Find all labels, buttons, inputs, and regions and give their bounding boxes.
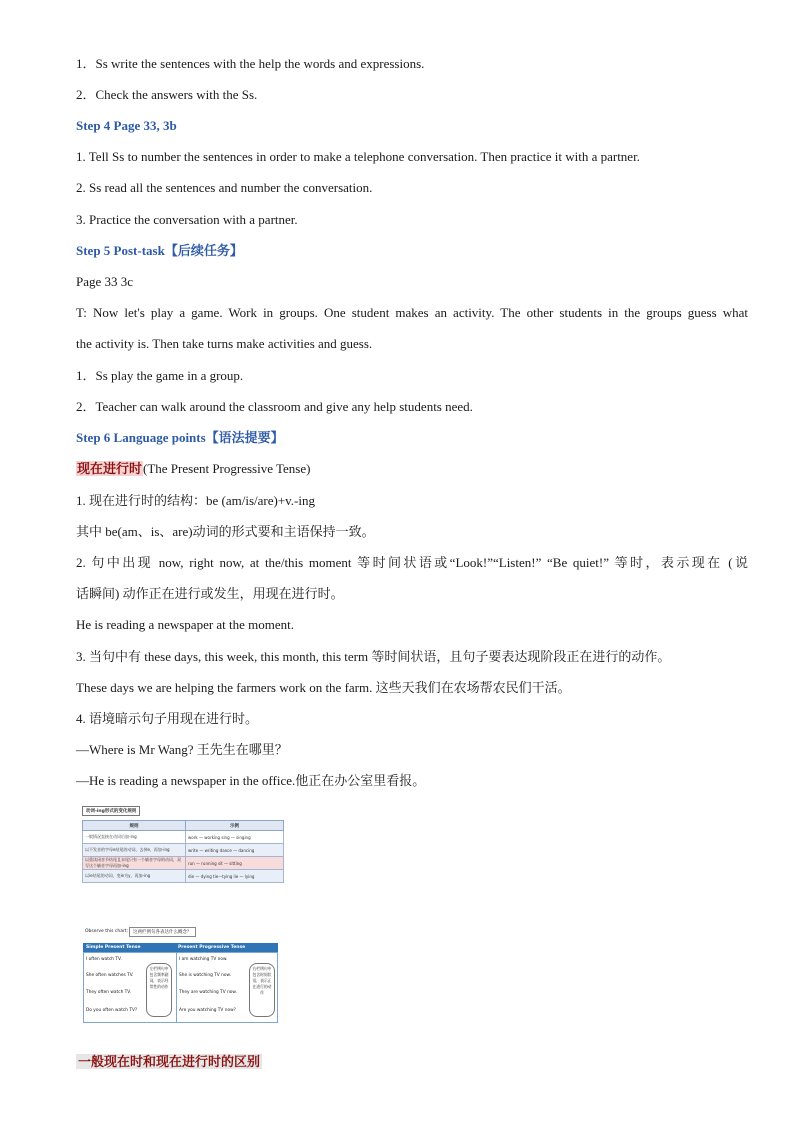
simple-present-header: Simple Present Tense [86,945,141,950]
present-progressive-column [176,952,278,1023]
text-line: 1. 现在进行时的结构：be (am/is/are)+v.-ing [76,493,316,508]
comparison-heading: 一般现在时和现在进行时的区别 [78,1054,261,1069]
simple-present-column [83,952,180,1023]
text-line: —He is reading a newspaper in the office.他正在办公室里看报。 [76,773,426,788]
ing-rules-caption: 动词-ing形式的变化规则 [82,806,140,816]
example-sentence: They are watching TV now. [179,990,237,995]
table-header-cell: 规则 [83,821,186,831]
example-sentence: I am watching TV now. [179,957,228,962]
table-header-row [83,821,284,831]
text-line: 4. 语境暗示句子用现在进行时。 [76,711,259,726]
example-sentence: They often watch TV. [86,990,132,995]
section-heading-line [76,1053,748,1071]
step6-heading: Step 6 Language points【语法提要】 [76,430,284,445]
example-cell: write — writing dance — dancing [186,844,284,857]
text-line: Page 33 3c [76,274,134,289]
rule-cell: 以ie结尾的动词，变ie为y，再加-ing [83,870,186,883]
left-note: 左栏例句中包含频率副词，表示经常性的动作 [146,963,172,1017]
tense-title [76,460,748,478]
table-row [83,870,284,883]
rule-cell: 以重读闭音节结尾且末尾只有一个辅音字母的动词，双写这个辅音字母再加-ing [83,857,186,870]
text-line: 2. 句中出现 now, right now, at the/this moment 等时间状语或“Look!”“Listen!” “Be quiet!” 等时，表示现在 (说 [76,555,748,570]
example-sentence: I often watch TV. [86,957,122,962]
text-line: 1．Ss write the sentences with the help the words and expressions. [76,56,425,71]
text-line: 2．Teacher can walk around the classroom and give any help students need. [76,399,473,414]
tense-title-en: (The Present Progressive Tense) [143,461,311,476]
example-sentence: Do you often watch TV? [86,1008,138,1013]
tense-title-cn: 现在进行时 [77,461,143,476]
text-line: the activity is. Then take turns make activities and guess. [76,336,373,351]
ing-rules-table [82,820,284,883]
text-line: 2．Check the answers with the Ss. [76,87,258,102]
observe-label: Observe this chart: [85,929,129,934]
right-note: 右栏例句中包含时间状语，表示正在进行的动作 [249,963,275,1017]
text-line: —Where is Mr Wang? 王先生在哪里？ [76,742,288,757]
text-line: These days we are helping the farmers work on the farm. 这些天我们在农场帮农民们干活。 [76,680,571,695]
table-row [83,844,284,857]
ing-rules-figure [82,806,283,899]
example-sentence: She is watching TV now. [179,973,231,978]
text-line: 其中 be(am、is、are)动词的形式要和主语保持一致。 [76,524,375,539]
rule-cell: 以不发音的字母e结尾的动词，去掉e，再加-ing [83,844,186,857]
step5-heading: Step 5 Post-task【后续任务】 [76,243,243,258]
text-line: 3. 当句中有 these days, this week, this month, this term 等时间状语，且句子要表达现阶段正在进行的动作。 [76,649,671,664]
text-line: 1．Ss play the game in a group. [76,368,244,383]
step4-heading: Step 4 Page 33, 3b [76,118,177,133]
example-sentence: Are you watching TV now? [179,1008,236,1013]
text-line: 话瞬间) 动作正在进行或发生，用现在进行时。 [76,586,344,601]
comparison-header [83,943,278,952]
table-row [83,857,284,870]
text-line: T: Now let's play a game. Work in groups. One student makes an activity. The other students in the groups guess what [76,305,748,320]
example-cell: work — working sing — singing [186,831,284,844]
table-row [83,831,284,844]
table-header-cell: 示例 [186,821,284,831]
example-cell: run — running sit — sitting [186,857,284,870]
present-progressive-header: Present Progressive Tense [178,945,246,950]
text-line: 1. Tell Ss to number the sentences in order to make a telephone conversation. Then practice it with a partner. [76,149,640,164]
tense-comparison-figure [83,927,278,1023]
text-line: 3. Practice the conversation with a partner. [76,212,298,227]
text-line: He is reading a newspaper at the moment. [76,617,295,632]
rule-cell: 一般情况直接在动词后加-ing [83,831,186,844]
example-cell: die — dying tie—tying lie — lying [186,870,284,883]
text-line: 2. Ss read all the sentences and number the conversation. [76,180,373,195]
example-sentence: She often watches TV. [86,973,134,978]
question-box: 这两栏例句各表达什么概念？ [129,927,196,937]
